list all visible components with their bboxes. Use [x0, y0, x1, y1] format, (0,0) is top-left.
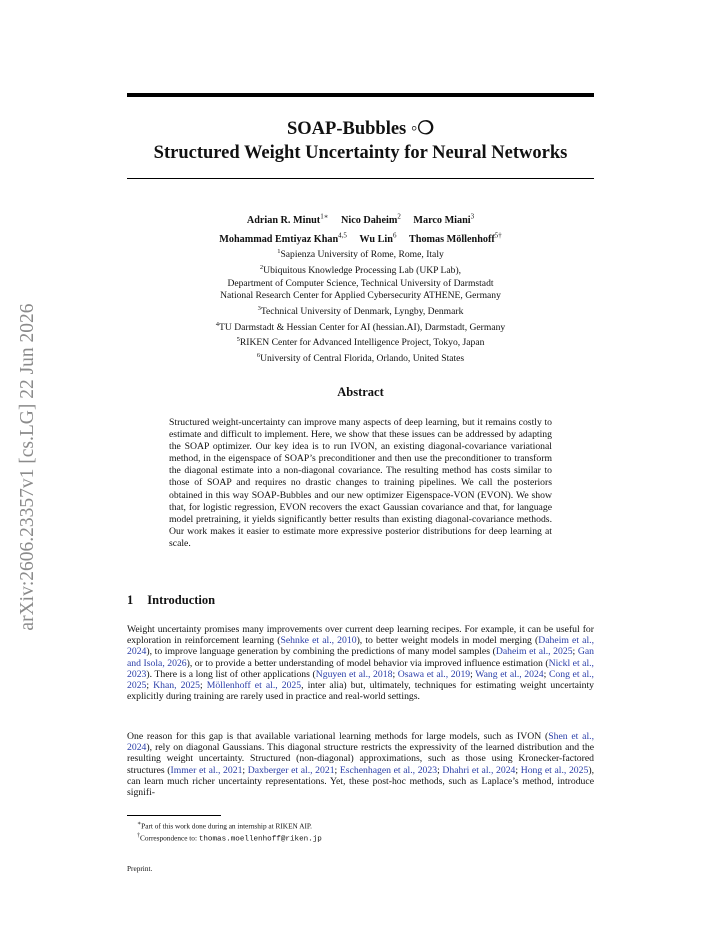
affiliation [127, 319, 594, 335]
paragraph-text: One reason for this gap is that available variational learning methods for large models, such as IVON ( [127, 731, 549, 742]
affil-text: TU Darmstadt & Hessian Center for AI (hessian.AI), Darmstadt, Germany [219, 321, 506, 333]
author-name: Wu Lin [359, 233, 393, 245]
author-name: Nico Daheim [341, 215, 398, 227]
section-number: 1 [127, 593, 134, 607]
citation-link[interactable]: Dhahri et al., 2024 [442, 764, 516, 776]
citation-link[interactable]: Eschenhagen et al., 2023 [339, 764, 438, 776]
abstract-body: Structured weight-uncertainty can improve many aspects of deep learning, but it remains costly to estimate and difficult to implement. Here, we show that these issues can be addressed by adapting the SOAP optimizer. Our key idea is to run IVON, an existing diagonal-covariance variational method, in the eigenspace of SOAP’s preconditioner and then use the preconditioner to transform the diagonal estimate into a non-diagonal covariance. The resulting method has costs similar to those of SOAP and requires no drastic changes to training pipelines. We call the posteriors obtained in this way SOAP-Bubbles and our new optimizer Eigenspace-VON (EVON). We show that, for logistic regression, EVON recovers the exact Gaussian covariance and that, for language model pretraining, it yields significantly better results than existing diagonal-covariance methods. Our work makes it easier to estimate more expressive posterior distributions for deep learning at scale. [169, 417, 552, 549]
paragraph-text: ; [515, 764, 521, 776]
footnote-mark: † [137, 833, 141, 840]
citation-link[interactable]: Nguyen et al., 2018 [315, 668, 393, 680]
author [359, 231, 397, 245]
author [247, 215, 329, 226]
paragraph-text: ; [470, 668, 476, 680]
footnote-rule [127, 815, 221, 816]
affil-mark: 3 [257, 304, 261, 312]
affil-text: National Research Center for Applied Cybersecurity ATHENE, Germany [220, 290, 501, 302]
footnote [137, 831, 322, 844]
author-row-2 [127, 228, 594, 246]
paper-title-line1: SOAP-Bubbles ◦❍ [286, 119, 435, 139]
citation-link[interactable]: Nickl et al., 2023 [127, 657, 594, 680]
affil-text: Ubiquitous Knowledge Processing Lab (UKP Lab), [263, 264, 462, 276]
author-name: Thomas Möllenhoff [408, 233, 495, 245]
affil-text: RIKEN Center for Advanced Intelligence Project, Tokyo, Japan [239, 337, 485, 349]
affiliation [127, 278, 594, 291]
paragraph-text: ), to better weight models in model merging ( [356, 635, 539, 647]
abstract-heading: Abstract [337, 385, 384, 399]
correspondence-email: thomas.moellenhoff@riken.jp [198, 835, 322, 844]
affil-mark: 5 [236, 336, 240, 344]
affiliation [127, 334, 594, 350]
paragraph-text: ). There is a long list of other applications ( [146, 668, 316, 680]
affiliation [127, 290, 594, 303]
author-row-1 [127, 210, 594, 228]
author [341, 215, 401, 226]
preprint-label: Preprint. [127, 864, 153, 873]
citation-link[interactable]: Daheim et al., 2025 [495, 646, 573, 658]
footnote-text: Part of this work done during an internship at RIKEN AIP. [141, 821, 312, 831]
affil-mark: 4 [215, 320, 220, 328]
citation-link[interactable]: Immer et al., 2021 [170, 764, 243, 776]
author-name: Adrian R. Minut [246, 215, 321, 227]
paragraph-text: ; [146, 680, 154, 692]
citation-link[interactable]: Daxberger et al., 2021 [247, 764, 335, 776]
arxiv-stamp [14, 262, 42, 672]
author-affil-mark: 1∗ [320, 213, 329, 221]
author-affil-mark: 3 [470, 213, 475, 221]
affil-mark: 1 [277, 248, 281, 255]
paragraph-text: ), can learn much richer uncertainty representations. Yet, these post-hoc methods, such as Laplace’s method, introduce signifi- [127, 764, 594, 799]
affil-text: Department of Computer Science, Technical University of Darmstadt [227, 277, 494, 289]
arxiv-stamp-text: arXiv:2606.23357v1 [cs.LG] 22 Jun 2026 [17, 303, 38, 631]
intro-paragraph-1 [127, 624, 594, 702]
affil-mark: 6 [256, 352, 261, 360]
footnote-text: Correspondence to: [140, 833, 199, 843]
footnote [137, 819, 322, 831]
author [413, 215, 474, 226]
paragraph-text: ; [392, 668, 398, 680]
citation-link[interactable]: Wang et al., 2024 [475, 668, 544, 680]
citation-link[interactable]: Hong et al., 2025 [520, 764, 589, 776]
author-affil-mark: 5† [494, 231, 502, 240]
title-bottom-rule [127, 178, 594, 179]
affiliation-list [127, 246, 594, 366]
title-top-rule [127, 93, 594, 97]
paragraph-text: ; [437, 764, 443, 776]
affil-text: University of Central Florida, Orlando, United States [260, 353, 465, 365]
paragraph-text: ), or to provide a better understanding of model behavior via improved influence estimation ( [186, 657, 549, 669]
affil-text: Technical University of Denmark, Lyngby, Denmark [260, 305, 464, 317]
author [219, 231, 347, 245]
citation-link[interactable]: Osawa et al., 2019 [397, 668, 471, 680]
paragraph-text: , inter alia) but, ultimately, techniques for estimating weight uncertainty explicitly during training are rarely used in practice and real-world settings. [127, 680, 595, 703]
footnote-mark: ∗ [137, 821, 142, 827]
section-heading [127, 593, 215, 608]
affil-mark: 2 [259, 263, 264, 271]
intro-paragraph-2 [127, 731, 594, 798]
paragraph-text: Weight uncertainty promises many improvements over current deep learning recipes. For example, it can be useful for exploration in reinforcement learning ( [127, 624, 594, 647]
paragraph-text: ; [334, 764, 340, 776]
affil-text: Sapienza University of Rome, Rome, Italy [280, 249, 444, 261]
footnotes [137, 819, 322, 845]
author-affil-mark: 2 [397, 213, 401, 221]
author-list [127, 210, 594, 247]
paragraph-text: ; [242, 764, 248, 776]
citation-link[interactable]: Möllenhoff et al., 2025 [206, 680, 302, 692]
author-name: Marco Miani [413, 215, 471, 227]
section-title: Introduction [147, 593, 216, 607]
affiliation [127, 303, 594, 319]
affiliation [127, 350, 594, 366]
citation-link[interactable]: Khan, 2025 [153, 680, 200, 692]
paragraph-text: ; [200, 680, 207, 692]
author-name: Mohammad Emtiyaz Khan [219, 233, 339, 245]
affiliation [127, 246, 594, 262]
citation-link[interactable]: Cong et al., 2025 [127, 668, 594, 692]
paper-title-line2: Structured Weight Uncertainty for Neural Networks [153, 143, 568, 163]
citation-link[interactable]: Gan and Isola, 2026 [127, 646, 594, 669]
citation-link[interactable]: Shen et al., 2024 [127, 731, 594, 754]
affiliation [127, 262, 594, 278]
citation-link[interactable]: Sehnke et al., 2010 [280, 635, 357, 647]
author-affil-mark: 6 [392, 231, 397, 240]
author [408, 231, 502, 245]
paragraph-text: ), rely on diagonal Gaussians. This diagonal structure restricts the expressivity of the learned distribution and the resulting weight uncertainty. Structured (non-diagonal) approximations, such as those using Kronecker-factored structures ( [127, 742, 594, 776]
paragraph-text: ; [543, 668, 549, 680]
citation-link[interactable]: Daheim et al., 2024 [127, 635, 594, 658]
paragraph-text: ), to improve language generation by combining the predictions of many model samples ( [146, 646, 496, 658]
author-affil-mark: 4,5 [338, 231, 347, 240]
paragraph-text: ; [572, 646, 578, 658]
